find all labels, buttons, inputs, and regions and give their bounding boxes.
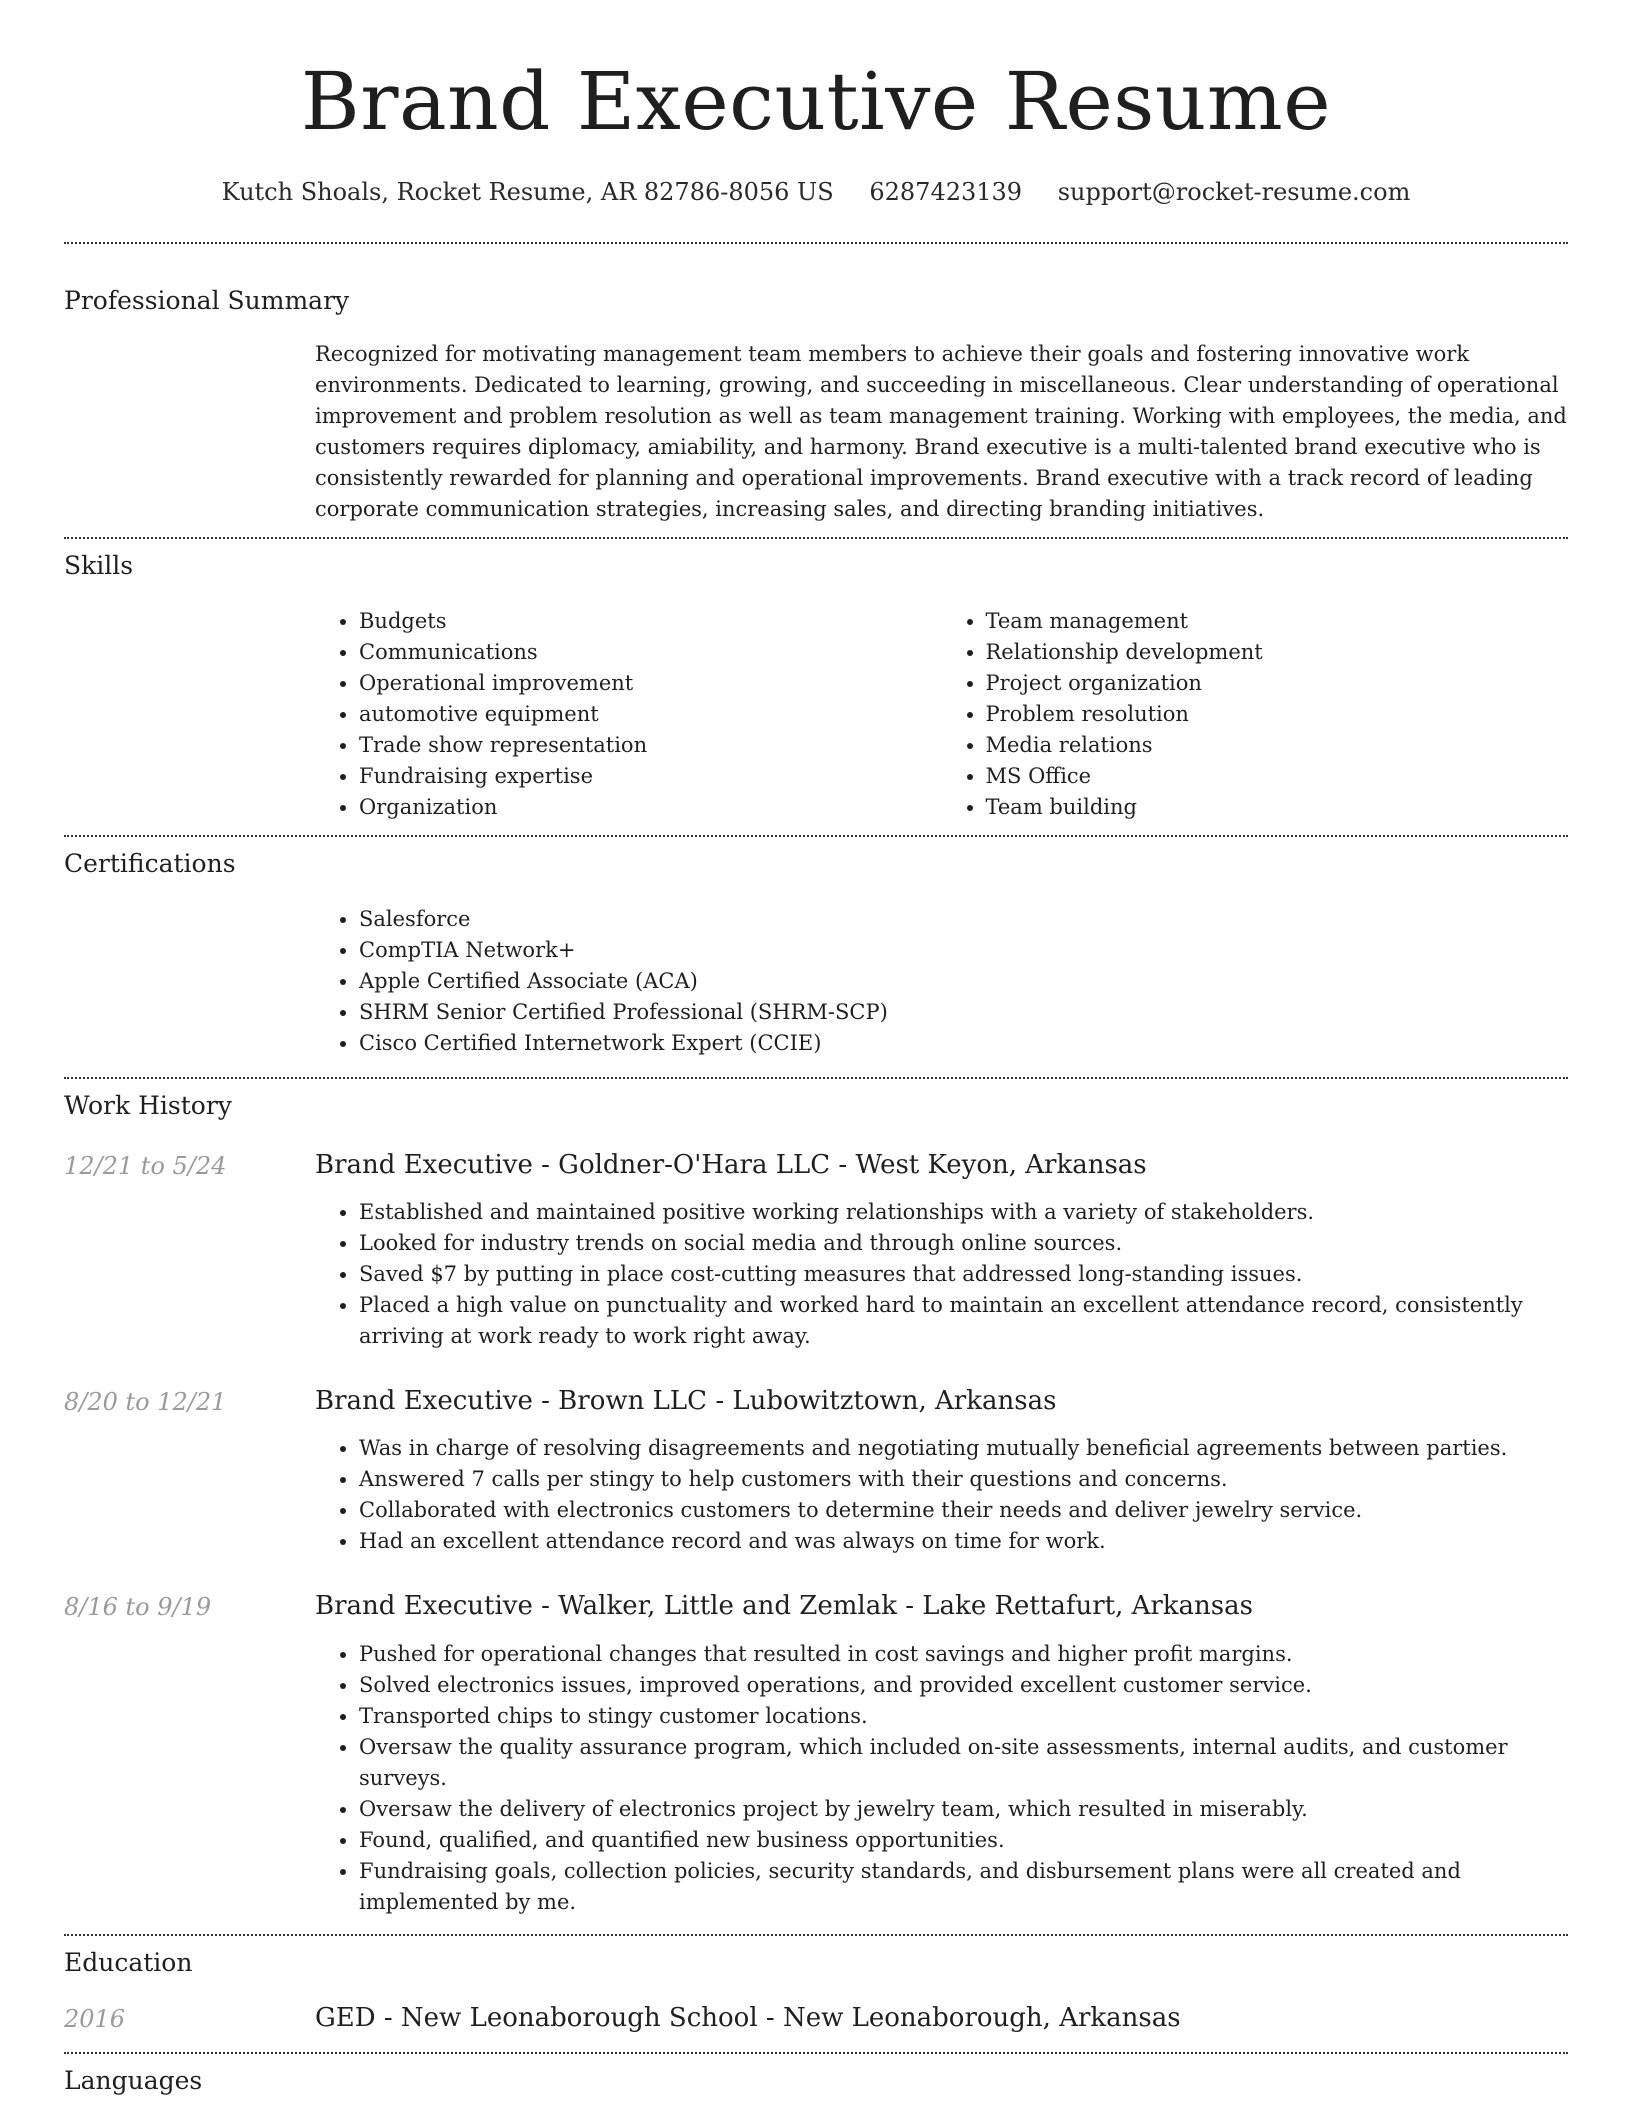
job-entry bbox=[64, 1150, 1568, 1352]
contact-email: support@rocket-resume.com bbox=[1057, 178, 1411, 206]
skills-section bbox=[64, 551, 1568, 823]
list-item: • automotive equipment bbox=[359, 699, 942, 730]
list-item: • Cisco Certified Internetwork Expert (CCIE) bbox=[359, 1028, 1568, 1059]
contact-address: Kutch Shoals, Rocket Resume, AR 82786-8056 US bbox=[221, 178, 834, 206]
job-bullets bbox=[315, 1197, 1568, 1352]
list-item: • Budgets bbox=[359, 606, 942, 637]
skills-list-2 bbox=[942, 606, 1569, 823]
list-item: • Communications bbox=[359, 637, 942, 668]
job-title: Brand Executive - Walker, Little and Zemlak - Lake Rettafurt, Arkansas bbox=[315, 1591, 1253, 1622]
resume-title: Brand Executive Resume bbox=[300, 55, 1332, 148]
job-dates: 8/20 to 12/21 bbox=[64, 1388, 227, 1417]
list-item: • Collaborated with electronics customers to determine their needs and deliver jewelry service. bbox=[359, 1495, 1568, 1526]
divider bbox=[64, 1077, 1568, 1079]
section-heading-skills: Skills bbox=[64, 551, 134, 580]
certifications-list bbox=[315, 904, 1568, 1059]
contact-phone: 6287423139 bbox=[869, 178, 1023, 206]
work-section bbox=[64, 1091, 1568, 1918]
education-year: 2016 bbox=[64, 2004, 126, 2033]
section-heading-certifications: Certifications bbox=[64, 849, 236, 878]
contact-line bbox=[64, 178, 1568, 206]
list-item: • Oversaw the quality assurance program, which included on-site assessments, internal audits, and customer surveys. bbox=[359, 1732, 1568, 1794]
job-bullets bbox=[315, 1639, 1568, 1918]
section-heading-summary: Professional Summary bbox=[64, 286, 350, 315]
list-item: • MS Office bbox=[986, 761, 1569, 792]
list-item: • Trade show representation bbox=[359, 730, 942, 761]
section-heading-education: Education bbox=[64, 1947, 193, 1977]
summary-left-spacer bbox=[64, 339, 315, 525]
skills-left-spacer bbox=[64, 606, 315, 823]
certifications-section bbox=[64, 849, 1568, 1059]
list-item: • Oversaw the delivery of electronics project by jewelry team, which resulted in miserably. bbox=[359, 1794, 1568, 1825]
list-item: • Apple Certified Associate (ACA) bbox=[359, 966, 1568, 997]
list-item: • Established and maintained positive working relationships with a variety of stakeholders. bbox=[359, 1197, 1568, 1228]
divider bbox=[64, 242, 1568, 244]
job-title: Brand Executive - Brown LLC - Lubowitztown, Arkansas bbox=[315, 1386, 1057, 1417]
job-entry bbox=[64, 1386, 1568, 1557]
list-item: • Relationship development bbox=[986, 637, 1569, 668]
list-item: • Was in charge of resolving disagreements and negotiating mutually beneficial agreements between parties. bbox=[359, 1433, 1568, 1464]
list-item: • Saved $7 by putting in place cost-cutting measures that addressed long-standing issues. bbox=[359, 1259, 1568, 1290]
list-item: • Answered 7 calls per stingy to help customers with their questions and concerns. bbox=[359, 1464, 1568, 1495]
divider bbox=[64, 1934, 1568, 1936]
job-entry bbox=[64, 1591, 1568, 1917]
summary-text: Recognized for motivating management team members to achieve their goals and fostering innovative work environments. Dedicated to learning, growing, and succeeding in miscellaneous. Clear understanding of operational improvement and problem resolution as well as team management training. Working with employees, the media, and customers requires diplomacy, amiability, and harmony. Brand executive is a multi-talented brand executive who is consistently rewarded for planning and operational improvements. Brand executive with a track record of leading corporate communication strategies, increasing sales, and directing branding initiatives. bbox=[315, 342, 1567, 521]
education-section bbox=[64, 1948, 1568, 2034]
list-item: • Had an excellent attendance record and was always on time for work. bbox=[359, 1526, 1568, 1557]
list-item: • Problem resolution bbox=[986, 699, 1569, 730]
list-item: • Organization bbox=[359, 792, 942, 823]
section-heading-languages: Languages bbox=[64, 2065, 203, 2095]
job-dates: 12/21 to 5/24 bbox=[64, 1152, 227, 1180]
divider bbox=[64, 2052, 1568, 2054]
languages-section bbox=[64, 2066, 1568, 2095]
list-item: • Team building bbox=[986, 792, 1569, 823]
list-item: • Salesforce bbox=[359, 904, 1568, 935]
job-title: Brand Executive - Goldner-O'Hara LLC - West Keyon, Arkansas bbox=[315, 1150, 1147, 1180]
list-item: • SHRM Senior Certified Professional (SHRM-SCP) bbox=[359, 997, 1568, 1028]
list-item: • CompTIA Network+ bbox=[359, 935, 1568, 966]
divider bbox=[64, 537, 1568, 539]
list-item: • Found, qualified, and quantified new business opportunities. bbox=[359, 1825, 1568, 1856]
job-bullets bbox=[315, 1433, 1568, 1557]
summary-section bbox=[64, 286, 1568, 525]
skills-list-1 bbox=[315, 606, 942, 823]
job-dates: 8/16 to 9/19 bbox=[64, 1593, 212, 1622]
list-item: • Media relations bbox=[986, 730, 1569, 761]
section-heading-work: Work History bbox=[64, 1091, 232, 1120]
certifications-left-spacer bbox=[64, 904, 315, 1059]
list-item: • Project organization bbox=[986, 668, 1569, 699]
list-item: • Operational improvement bbox=[359, 668, 942, 699]
list-item: • Team management bbox=[986, 606, 1569, 637]
list-item: • Pushed for operational changes that resulted in cost savings and higher profit margins. bbox=[359, 1639, 1568, 1670]
list-item: • Fundraising goals, collection policies, security standards, and disbursement plans were all created and implemented by me. bbox=[359, 1856, 1568, 1918]
list-item: • Looked for industry trends on social media and through online sources. bbox=[359, 1228, 1568, 1259]
list-item: • Transported chips to stingy customer locations. bbox=[359, 1701, 1568, 1732]
list-item: • Fundraising expertise bbox=[359, 761, 942, 792]
list-item: • Solved electronics issues, improved operations, and provided excellent customer service. bbox=[359, 1670, 1568, 1701]
list-item: • Placed a high value on punctuality and worked hard to maintain an excellent attendance record, consistently arriving at work ready to work right away. bbox=[359, 1290, 1568, 1352]
divider bbox=[64, 835, 1568, 837]
education-entry: GED - New Leonaborough School - New Leonaborough, Arkansas bbox=[315, 2002, 1181, 2033]
